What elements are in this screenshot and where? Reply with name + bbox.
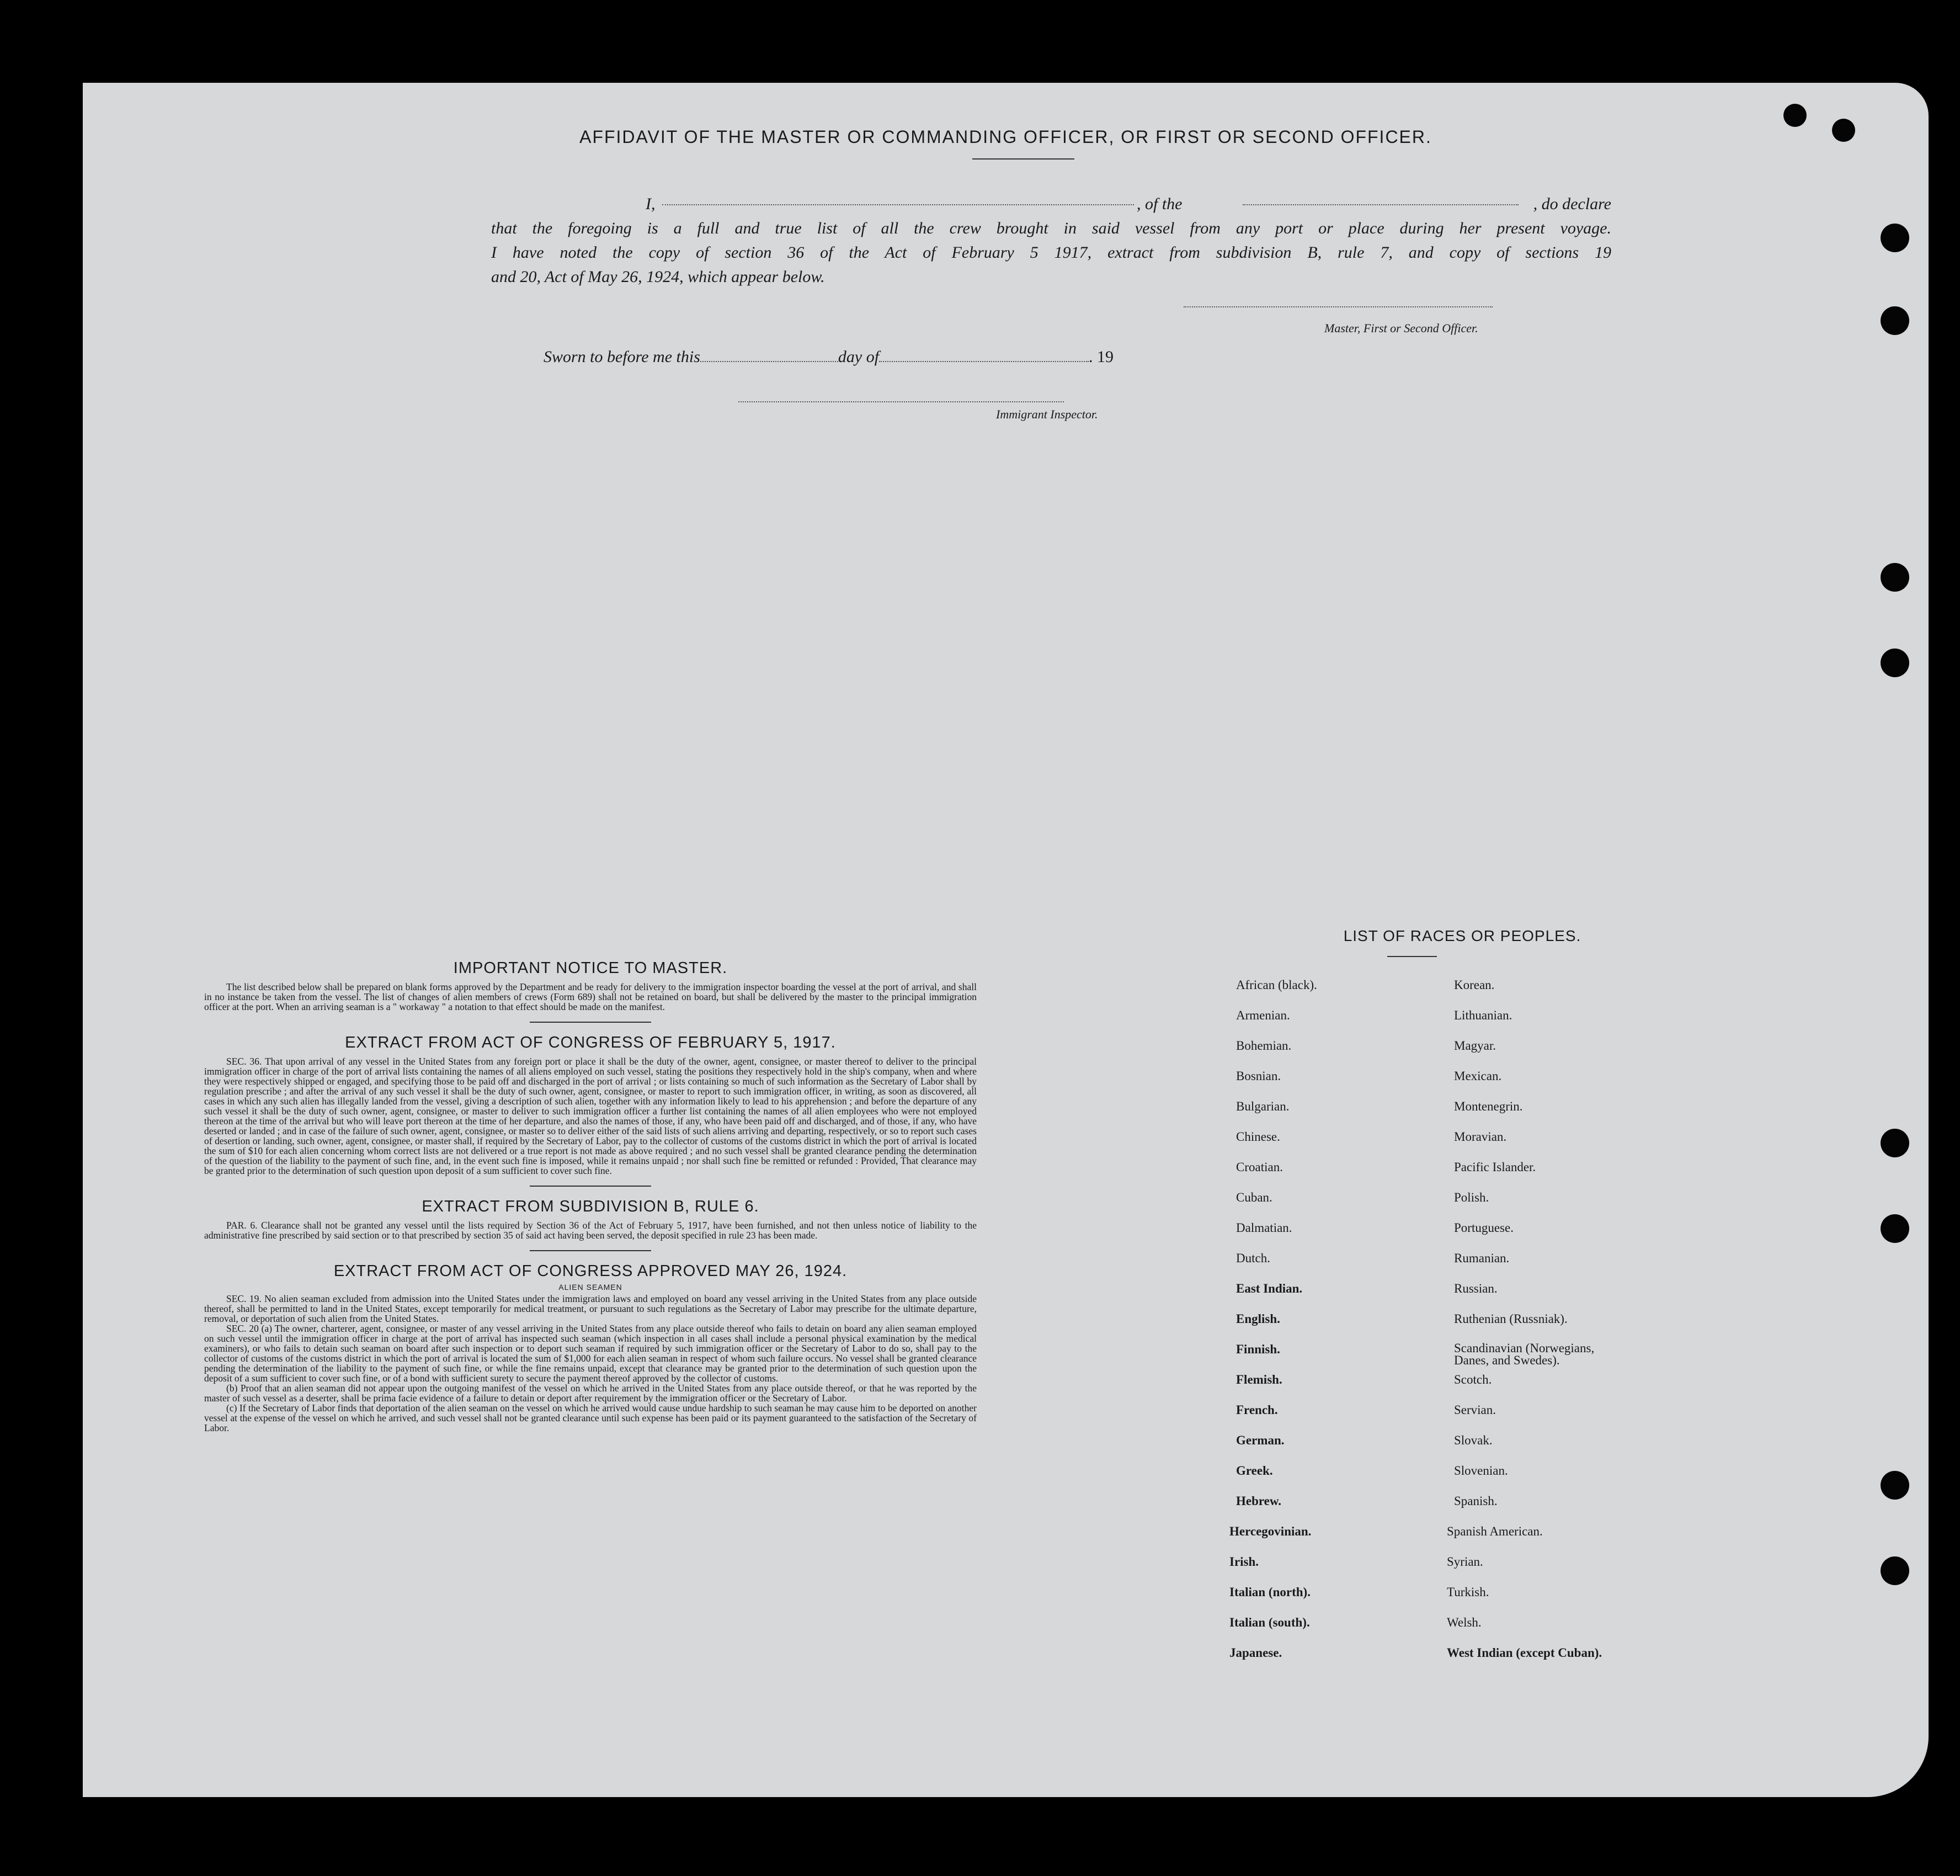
race-item: Dutch. — [1236, 1251, 1270, 1265]
race-item: Lithuanian. — [1454, 1008, 1512, 1022]
races-underline — [1387, 956, 1437, 957]
race-item: German. — [1236, 1433, 1285, 1447]
race-item: Japanese. — [1229, 1646, 1282, 1660]
divider — [530, 1022, 651, 1023]
race-item: Irish. — [1229, 1555, 1259, 1569]
extract-1924-sec19: SEC. 19. No alien seaman excluded from admission into the United States under the immigration laws and employed on board any vessel arriving in the United States from any place outside thereof, shall be permitted to land in the United States, except temporarily for medical treatment, or pursuant to such regulations as the Secretary of Labor may prescribe for the ultimate departure, removal, or deportation of such alien from the United States. — [204, 1293, 977, 1324]
race-item: Italian (south). — [1229, 1615, 1310, 1629]
race-item: African (black). — [1236, 978, 1317, 992]
race-item: Spanish. — [1454, 1494, 1498, 1508]
divider — [530, 1186, 651, 1187]
punch-hole — [1783, 104, 1807, 127]
race-item: Servian. — [1454, 1403, 1496, 1417]
race-item: Bosnian. — [1236, 1069, 1281, 1083]
title-underline — [972, 158, 1074, 160]
race-item: Syrian. — [1447, 1555, 1483, 1569]
punch-hole — [1881, 1556, 1909, 1585]
declaration-text — [491, 192, 1611, 289]
punch-hole — [1881, 224, 1909, 252]
race-item: French. — [1236, 1403, 1278, 1417]
race-item: Croatian. — [1236, 1160, 1283, 1174]
extract-1924-sec20b: (b) Proof that an alien seaman did not appear upon the outgoing manifest of the vessel on which he arrived in the United States from any place outside thereof, or that he was reported by the master of such vessel as a deserter, shall be prima facie evidence of a failure to detain or deport after requirement by the immigration officer or the Secretary of Labor. — [204, 1383, 977, 1404]
race-item: Flemish. — [1236, 1373, 1282, 1386]
race-item: Bulgarian. — [1236, 1099, 1290, 1113]
race-item: Pacific Islander. — [1454, 1160, 1536, 1174]
race-item: Korean. — [1454, 978, 1495, 992]
sworn-line — [544, 348, 1114, 366]
sworn-day-of: day of — [838, 348, 880, 366]
race-item: Montenegrin. — [1454, 1099, 1523, 1113]
punch-hole — [1881, 563, 1909, 592]
declaration-of-the: , of the — [1137, 195, 1183, 213]
race-item: Cuban. — [1236, 1191, 1272, 1204]
race-item: Greek. — [1236, 1464, 1273, 1478]
punch-hole — [1881, 1471, 1909, 1500]
master-signature-line[interactable] — [1184, 306, 1493, 307]
race-item: Moravian. — [1454, 1130, 1507, 1144]
extract-1924-sec20a: SEC. 20 (a) The owner, charterer, agent, consignee, or master of any vessel arriving in the United States from any place outside thereof who fails to detain on board any alien seaman employed on such vessel until the immigration officer in charge at the port of arrival has inspected such seaman (which inspection in all cases shall include a personal physical examination by the medical examiners), or who fails to detain such seaman on board after such inspection or to deport such seaman if required by such immigration officer or the Secretary of Labor to do so, shall pay to the collector of customs of the customs district in which the port of arrival is located the sum of $1,000 for each alien seaman in respect of whom such failure occurs. No vessel shall be granted clearance pending the determination of the liability to the payment of such fine, or while the fine remains unpaid, except that clearance may be granted prior to the determination of such question upon the deposit of a sum sufficient to cover such fine, or of a bond with sufficient surety to secure the payment thereof approved by the collector of customs. — [204, 1323, 977, 1384]
extract-1924-subtitle: ALIEN SEAMEN — [558, 1283, 622, 1292]
extract-1917-title: EXTRACT FROM ACT OF CONGRESS OF FEBRUARY 5, 1917. — [345, 1034, 836, 1051]
race-item: Russian. — [1454, 1282, 1498, 1295]
declaration-line-2: that the foregoing is a full and true list of all the crew brought in said vessel from any port or place during her present voyage. — [491, 219, 1611, 237]
race-item: Bohemian. — [1236, 1039, 1292, 1053]
race-item: Scandinavian (Norwegians, Danes, and Swedes). — [1454, 1341, 1595, 1367]
race-item: Welsh. — [1447, 1615, 1482, 1629]
notice-block — [204, 959, 977, 1433]
race-item: Slovak. — [1454, 1433, 1493, 1447]
declaration-line-1 — [491, 192, 1611, 216]
vessel-field[interactable] — [1243, 204, 1519, 205]
race-item: Scotch. — [1454, 1373, 1492, 1386]
race-item: Rumanian. — [1454, 1251, 1510, 1265]
sworn-text: Sworn to before me this — [544, 348, 700, 366]
race-item: West Indian (except Cuban). — [1447, 1646, 1602, 1660]
affidavit-title: AFFIDAVIT OF THE MASTER OR COMMANDING OFFICER, OR FIRST OR SECOND OFFICER. — [579, 127, 1432, 147]
extract-rule6-body: PAR. 6. Clearance shall not be granted any vessel until the lists required by Section 36 of the Act of February 5, 1917, have been furnished, and not then unless notice of liability to the administrative fine prescribed by said section or to that prescribed by section 35 of said act having been served, the deposit specified in rule 23 has been made. — [204, 1220, 977, 1241]
race-item: Hebrew. — [1236, 1494, 1281, 1508]
race-item: Italian (north). — [1229, 1585, 1311, 1599]
race-item: Spanish American. — [1447, 1524, 1543, 1538]
race-item: East Indian. — [1236, 1282, 1303, 1295]
declaration-i: I, — [646, 195, 656, 213]
race-item: Ruthenian (Russniak). — [1454, 1312, 1568, 1326]
document-page — [83, 83, 1929, 1797]
sworn-day-field[interactable] — [700, 361, 838, 362]
master-signature-label: Master, First or Second Officer. — [1324, 321, 1478, 335]
punch-hole — [1881, 649, 1909, 677]
race-item: Slovenian. — [1454, 1464, 1508, 1478]
inspector-signature-line[interactable] — [738, 401, 1064, 402]
punch-hole — [1881, 1129, 1909, 1157]
race-item: Chinese. — [1236, 1130, 1280, 1144]
declaration-do-declare: , do declare — [1533, 195, 1611, 213]
race-item: Polish. — [1454, 1191, 1489, 1204]
inspector-signature-label: Immigrant Inspector. — [996, 407, 1098, 421]
race-item: Turkish. — [1447, 1585, 1489, 1599]
declaration-line-4: and 20, Act of May 26, 1924, which appear below. — [491, 268, 825, 286]
race-item: Finnish. — [1236, 1342, 1280, 1356]
punch-hole — [1881, 1214, 1909, 1243]
name-field[interactable] — [662, 204, 1134, 205]
race-item: Dalmatian. — [1236, 1221, 1292, 1235]
extract-rule6-title: EXTRACT FROM SUBDIVISION B, RULE 6. — [422, 1198, 759, 1215]
notice-body: The list described below shall be prepared on blank forms approved by the Department and be ready for delivery to the immigration inspector boarding the vessel at the port of arrival, and shall in no instance be taken from the vessel. The list of changes of alien members of crews (Form 689) shall not be retained on board, but shall be delivered by the master to the principal immigration officer at the port. When an arriving seaman is a " workaway " a notation to that effect should be made on the manifest. — [204, 981, 977, 1012]
sworn-year: . 19 — [1089, 348, 1114, 366]
race-item: Armenian. — [1236, 1008, 1290, 1022]
punch-hole — [1881, 306, 1909, 335]
race-item: Portuguese. — [1454, 1221, 1514, 1235]
races-title: LIST OF RACES OR PEOPLES. — [1343, 927, 1581, 944]
extract-1917-body: SEC. 36. That upon arrival of any vessel in the United States from any foreign port or place it shall be the duty of the owner, agent, consignee, or master thereof to deliver to the principal immigration officer in charge of the port of arrival lists containing the names of all aliens employed on such vessel, stating the positions they respectively hold in the ship's company, when and where they were respectively shipped or engaged, and specifying those to be paid off and discharged in the port of arrival ; or lists containing so much of such information as the Secretary of Labor shall by regulation prescribe ; and after the arrival of any such vessel it shall be the duty of such owner, agent, consignee, or master to report to such immigration officer, in writing, as soon as discovered, all cases in which any such alien has illegally landed from the vessel, giving a description of such alien, together with any information likely to lead to his apprehension ; and before the departure of any such vessel it shall be the duty of such owner, agent, consignee, or master to deliver to such immigration officer a further list containing the names of all alien employees who were not employed thereon at the time of the arrival but who will leave port thereon at the time of her departure, and also the names of those, if any, who have been paid off and discharged, and of those, if any, who have deserted or landed ; and in case of the failure of such owner, agent, consignee, or master so to deliver either of the said lists of such aliens arriving and departing, respectively, or so to report such cases of desertion or landing, such owner, agent, consignee, or master shall, if required by the Secretary of Labor, pay to the collector of customs of the customs district in which the port of arrival is located the sum of $10 for each alien concerning whom correct lists are not delivered or a true report is not made as above required ; and no such vessel shall be granted clearance pending the determination of the question of the liability to the payment of such fine, and, in the event such fine is imposed, while it remains unpaid ; nor shall such fine be remitted or refunded : Provided, That clearance may be granted prior to the determination of such question upon deposit of a sum sufficient to cover such fine. — [204, 1056, 977, 1176]
race-item: Mexican. — [1454, 1069, 1502, 1083]
declaration-line-3: I have noted the copy of section 36 of the Act of February 5 1917, extract from subdivision B, rule 7, and copy of sections 19 — [491, 243, 1611, 262]
race-item: English. — [1236, 1312, 1280, 1326]
race-item: Hercegovinian. — [1229, 1524, 1312, 1538]
notice-title: IMPORTANT NOTICE TO MASTER. — [453, 959, 728, 977]
extract-1924-sec20c: (c) If the Secretary of Labor finds that deportation of the alien seaman on the vessel on which he arrived would cause undue hardship to such seaman he may cause him to be deported on another vessel at the expense of the vessel on which he arrived, and such vessel shall not be granted clearance until such expense has been paid or its payment guaranteed to the satisfaction of the Secretary of Labor. — [204, 1402, 977, 1433]
divider — [530, 1250, 651, 1251]
race-item: Magyar. — [1454, 1039, 1496, 1053]
sworn-month-field[interactable] — [879, 361, 1089, 362]
extract-1924-title: EXTRACT FROM ACT OF CONGRESS APPROVED MAY 26, 1924. — [333, 1262, 848, 1280]
